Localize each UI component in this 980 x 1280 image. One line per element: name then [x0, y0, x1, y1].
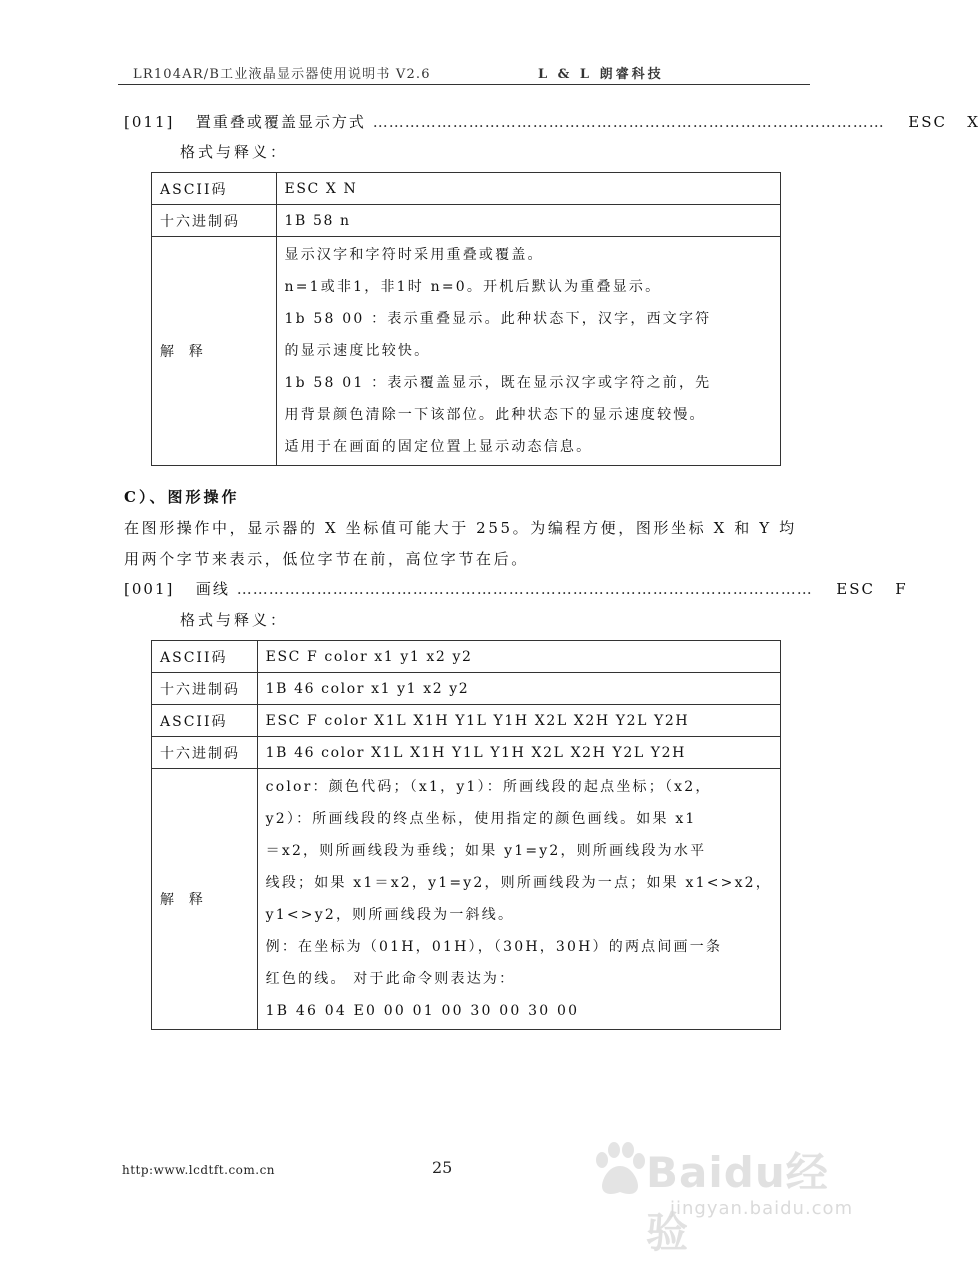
row-value: 1B 58 n — [276, 205, 780, 237]
graphics-intro-paragraph — [124, 513, 814, 575]
row-key: 十六进制码 — [152, 205, 277, 237]
description-cell — [257, 769, 780, 1030]
watermark-url: jingyan.baidu.com — [670, 1198, 854, 1219]
table-row — [152, 673, 781, 705]
table-row — [152, 173, 781, 205]
leader-dots: …………………………………………………………………………………… — [372, 113, 885, 131]
spec-table-001 — [151, 640, 781, 1030]
watermark-brand: Baidu经验 — [646, 1148, 829, 1257]
description-line: y1<>y2，则所画线段为一斜线。 — [265, 907, 515, 923]
command-code: ESC F — [836, 580, 908, 598]
section-heading-011 — [124, 111, 980, 132]
description-line: 1B 46 04 E0 00 01 00 30 00 30 00 — [265, 1003, 580, 1019]
row-key: 十六进制码 — [152, 737, 258, 769]
paragraph-line: 在图形操作中，显示器的 X 坐标值可能大于 255。为编程方便，图形坐标 X 和 Y 均 — [124, 519, 797, 537]
section-title: 画线 — [195, 580, 230, 598]
description-line: ＝x2，则所画线段为垂线；如果 y1=y2，则所画线段为水平 — [265, 843, 707, 859]
table-row — [152, 705, 781, 737]
description-line: n=1或非1，非1时 n=0。开机后默认为重叠显示。 — [284, 279, 662, 295]
description-line: color：颜色代码；（x1，y1）：所画线段的起点坐标；（x2， — [265, 779, 712, 795]
command-code: ESC X — [908, 113, 980, 131]
spec-table-011 — [151, 172, 781, 466]
row-value: ESC F color x1 y1 x2 y2 — [257, 641, 780, 673]
page-number: 25 — [432, 1158, 453, 1177]
table-row — [152, 205, 781, 237]
row-key: ASCII码 — [152, 705, 258, 737]
table-row — [152, 769, 781, 1030]
footer-url: http:www.lcdtft.com.cn — [122, 1163, 276, 1177]
table-row — [152, 737, 781, 769]
description-line: 线段；如果 x1＝x2，y1=y2，则所画线段为一点；如果 x1<>x2， — [265, 875, 772, 891]
description-line: 适用于在画面的固定位置上显示动态信息。 — [284, 439, 593, 455]
row-value: 1B 46 color x1 y1 x2 y2 — [257, 673, 780, 705]
leader-dots: ……………………………………………………………………………………………… — [236, 580, 813, 598]
row-key: ASCII码 — [152, 641, 258, 673]
table-row — [152, 237, 781, 466]
description-key: 解 释 — [152, 237, 277, 466]
table-row — [152, 641, 781, 673]
row-key: 十六进制码 — [152, 673, 258, 705]
description-cell — [276, 237, 780, 466]
baidu-watermark — [588, 1140, 854, 1257]
format-label: 格式与释义： — [180, 611, 289, 629]
row-value: 1B 46 color X1L X1H Y1L Y1H X2L X2H Y2L Y2H — [257, 737, 780, 769]
section-title: 置重叠或覆盖显示方式 — [195, 113, 366, 131]
document-title: LR104AR/B工业液晶显示器使用说明书 V2.6 — [133, 67, 431, 82]
description-line: 1b 58 01 ：表示覆盖显示，既在显示汉字或字符之前，先 — [284, 375, 712, 391]
paragraph-line: 用两个字节来表示，低位字节在前，高位字节在后。 — [124, 550, 529, 568]
header-divider — [118, 84, 810, 85]
description-line: 显示汉字和字符时采用重叠或覆盖。 — [284, 247, 544, 263]
row-value: ESC F color X1L X1H Y1L Y1H X2L X2H Y2L Y2H — [257, 705, 780, 737]
description-line: 的显示速度比较快。 — [284, 343, 431, 359]
description-line: 用背景颜色清除一下该部位。此种状态下的显示速度较慢。 — [284, 407, 706, 423]
description-line: 例：在坐标为（01H，01H），（30H，30H）的两点间画一条 — [265, 939, 723, 955]
row-value: ESC X N — [276, 173, 780, 205]
section-heading-001 — [124, 578, 908, 599]
company-name: L & L 朗睿科技 — [538, 67, 664, 82]
description-line: y2）：所画线段的终点坐标，使用指定的颜色画线。如果 x1 — [265, 811, 697, 827]
description-line: 1b 58 00 ：表示重叠显示。此种状态下，汉字，西文字符 — [284, 311, 712, 327]
section-number: [001] — [124, 580, 175, 598]
paw-icon — [588, 1140, 648, 1200]
description-line: 红色的线。 对于此命令则表达为： — [265, 971, 516, 987]
row-key: ASCII码 — [152, 173, 277, 205]
section-heading-graphics: C）、图形操作 — [124, 488, 240, 506]
section-number: [011] — [124, 113, 175, 131]
description-key: 解 释 — [152, 769, 258, 1030]
format-label: 格式与释义： — [180, 143, 289, 161]
